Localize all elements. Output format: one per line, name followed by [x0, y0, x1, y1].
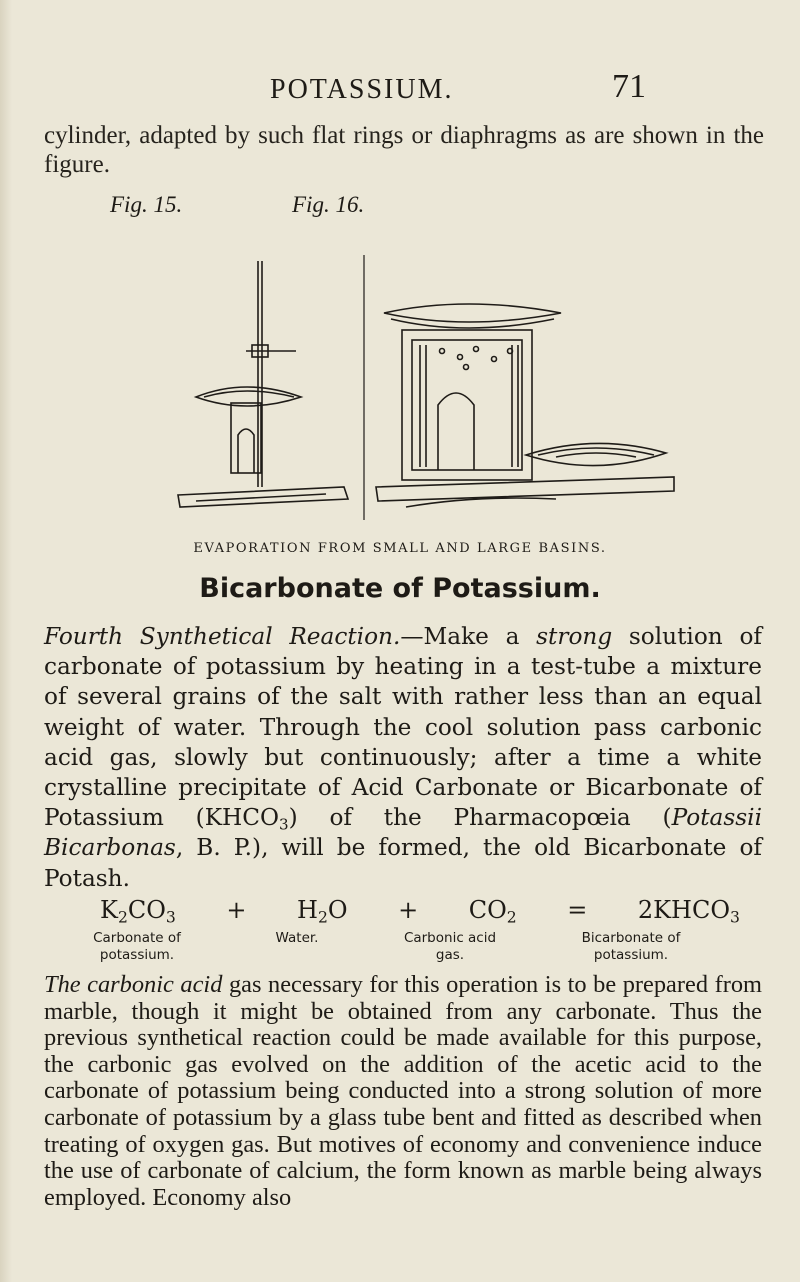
fig16-large-basin-drawing — [376, 304, 674, 507]
running-head: POTASSIUM. — [270, 74, 454, 105]
section-title: Bicarbonate of Potassium. — [199, 573, 601, 604]
term-carbon-dioxide: $CO_2$ — [468, 896, 517, 927]
term-water: $H_2O$ — [297, 896, 348, 927]
equation-formula-line — [100, 896, 740, 927]
carbonic-acid-paragraph: The carbonic acid gas necessary for this operation is to be prepared from marble, though it might be obtained from any carbonate. Thus the previous synthetical reaction could be made available for this purpose, the carbonic gas evolved on the addition of the acetic acid to the carbonate of potassium being conducted into a strong solution of more carbonate of potassium by a glass tube bent and fitted as described when treating of oxygen gas. But motives of economy and convenience induce the use of carbonate of calcium, the form known as marble being always employed. Economy also — [44, 971, 762, 1211]
emphasis-strong: strong — [536, 623, 613, 650]
plus-sign: + — [398, 896, 419, 924]
paragraph-lead: The carbonic acid — [44, 971, 223, 998]
intro-paragraph: cylinder, adapted by such flat rings or diaphragms as are shown in the figure. — [44, 122, 764, 178]
page-number: 71 — [612, 68, 646, 105]
equals-sign: = — [567, 896, 588, 924]
label-carbonate-of-potassium: Carbonate of potassium. — [93, 930, 181, 963]
page-spine-shadow — [0, 0, 12, 1282]
label-bicarbonate-of-potassium: Bicarbonate of potassium. — [581, 930, 681, 963]
fig15-small-basin-drawing — [178, 261, 348, 507]
label-water: Water. — [275, 930, 319, 946]
chemical-equation — [93, 896, 780, 966]
reaction-heading: Fourth Synthetical Reaction. — [44, 623, 401, 650]
plus-sign: + — [226, 896, 247, 924]
term-potassium-bicarbonate: $2KHCO_3$ — [637, 896, 740, 927]
fig16-label: Fig. 16. — [292, 192, 365, 217]
term-potassium-carbonate: $K_2CO_3$ — [100, 896, 176, 927]
latin-name: Potassii Bicarbonas — [44, 804, 762, 862]
label-carbonic-acid-gas: Carbonic acid gas. — [403, 930, 497, 963]
figure-caption: EVAPORATION FROM SMALL AND LARGE BASINS. — [193, 541, 607, 556]
page-header — [0, 68, 800, 114]
evaporation-basins-illustration — [176, 255, 676, 540]
fig15-label: Fig. 15. — [110, 192, 183, 217]
synthetical-reaction-paragraph: Fourth Synthetical Reaction.—Make a strong solution of carbonate of potassium by heating in a test-tube a mixture of several grains of the salt with rather less than an equal weight of water. Through the cool solution pass carbonic acid gas, slowly but continuously; after a time a white crystalline precipitate of Acid Carbonate or Bicarbonate of Potassium $(KHCO_3)$ of the Pharmacopœia (Potassii Bicarbonas, B. P.), will be formed, the old Bicarbonate of Potash. — [44, 623, 763, 892]
